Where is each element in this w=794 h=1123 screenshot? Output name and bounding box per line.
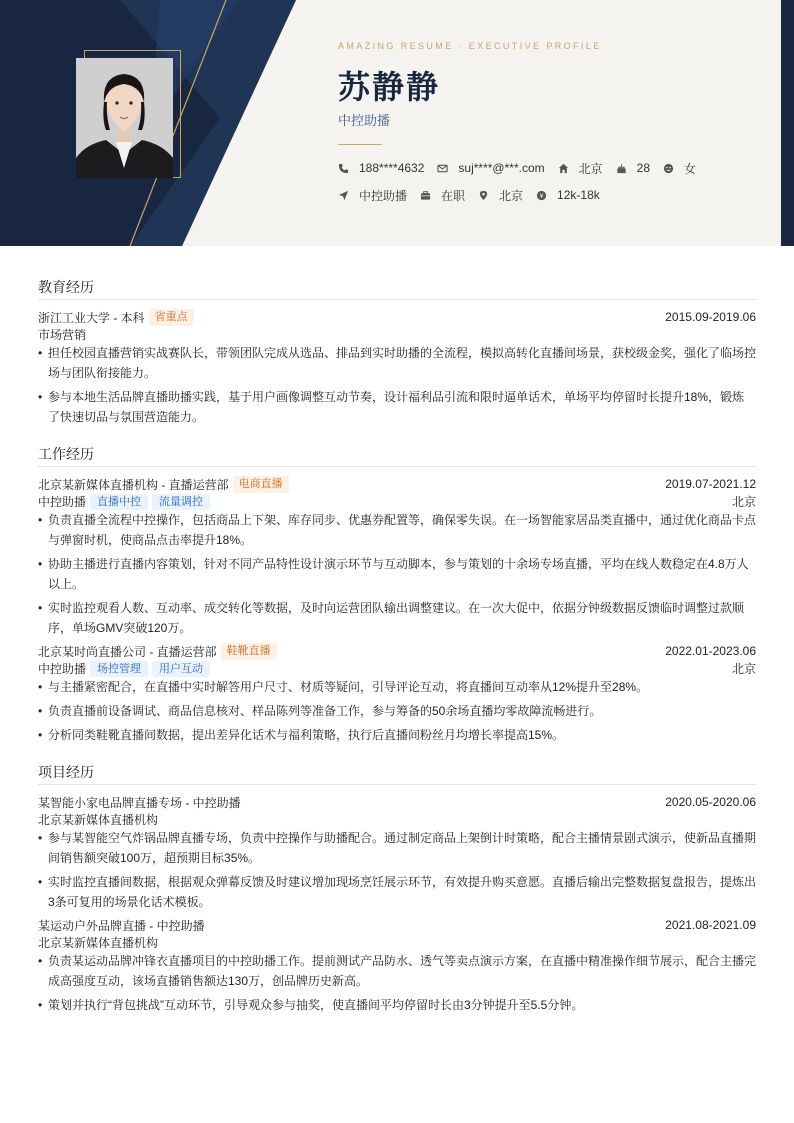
work-bullets — [38, 677, 756, 745]
project-date: 2021.08-2021.09 — [665, 918, 756, 932]
work-section — [38, 445, 756, 745]
contact-gender: 女 — [663, 160, 696, 177]
company-name: 北京某时尚直播公司 - 直播运营部 — [38, 644, 217, 659]
work-date: 2022.01-2023.06 — [665, 644, 756, 658]
salary-icon — [536, 190, 547, 201]
contact-home: 北京 — [558, 160, 603, 177]
list-item: • 分析同类鞋靴直播间数据，提出差异化话术与福利策略，执行后直播间粉丝月均增长率提高15%。 — [38, 725, 756, 745]
contact-email: suj****@***.com — [437, 161, 544, 175]
work-bullets — [38, 510, 756, 638]
company-name: 北京某新媒体直播机构 - 直播运营部 — [38, 477, 229, 492]
work-date: 2019.07-2021.12 — [665, 477, 756, 491]
section-title: 工作经历 — [38, 445, 756, 467]
position: 中控助播 — [38, 662, 87, 676]
project-name: 某运动户外品牌直播 - 中控助播 — [38, 918, 205, 933]
candidate-role: 中控助播 — [338, 113, 391, 128]
svg-text:¥: ¥ — [539, 191, 544, 200]
mail-icon — [437, 163, 448, 174]
list-item: • 负责直播前设备调试、商品信息核对、样品陈列等准备工作，参与筹备的50余场直播均零故障流畅进行。 — [38, 701, 756, 721]
list-item: • 担任校园直播营销实战赛队长，带领团队完成从选品、排品到实时助播的全流程，模拟高转化直播间场景，获校级金奖，强化了临场控场与团队衔接能力。 — [38, 343, 756, 383]
company-tag: 电商直播 — [233, 476, 289, 493]
list-item: • 参与某智能空气炸锅品牌直播专场，负责中控操作与助播配合。通过制定商品上架倒计时策略，配合主播情景剧式演示，使新品直播期间销售额突破100万，超预期目标35%。 — [38, 828, 756, 868]
project-sub — [38, 811, 756, 828]
header-tagline: AMAZING RESUME · EXECUTIVE PROFILE — [338, 41, 602, 51]
work-entry-head — [38, 475, 756, 493]
location-pin-icon — [478, 190, 489, 201]
project-sub — [38, 934, 756, 951]
project-entry-head — [38, 793, 756, 811]
candidate-name: 苏静静 — [338, 68, 441, 106]
school-name: 浙江工业大学 - 本科 — [38, 310, 145, 325]
project-bullets — [38, 828, 756, 912]
company-tag: 鞋靴直播 — [221, 643, 277, 660]
resume-body — [38, 246, 756, 1019]
skill-tag: 用户互动 — [152, 661, 210, 677]
list-item: • 实时监控观看人数、互动率、成交转化等数据，及时向运营团队输出调整建议。在一次大促中，依据分钟级数据反馈临时调整过款顺序，单场GMV突破120万。 — [38, 598, 756, 638]
project-date: 2020.05-2020.06 — [665, 795, 756, 809]
education-entry-head — [38, 308, 756, 326]
section-title: 教育经历 — [38, 278, 756, 300]
header-info — [338, 0, 768, 246]
project-bullets — [38, 951, 756, 1015]
contact-row-2 — [338, 187, 613, 203]
major: 市场营销 — [38, 328, 87, 342]
work-entry-head — [38, 642, 756, 660]
list-item: • 参与本地生活品牌直播助播实践，基于用户画像调整互动节奏，设计福利品引流和限时逼单话术，单场平均停留时长提升18%，锻炼了快速切品与氛围营造能力。 — [38, 387, 756, 427]
list-item: • 负责直播全流程中控操作，包括商品上下架、库存同步、优惠券配置等，确保零失误。在一场智能家居品类直播中，通过优化商品卡点与弹窗时机，使商品点击率提升18%。 — [38, 510, 756, 550]
contact-age: 28 — [616, 161, 650, 175]
project-org: 北京某新媒体直播机构 — [38, 936, 159, 950]
job-city: 北京 — [478, 187, 523, 204]
work-city: 北京 — [731, 495, 756, 509]
list-item: • 协助主播进行直播内容策划，针对不同产品特性设计演示环节与互动脚本，参与策划的十余场专场直播，平均在线人数稳定在4.8万人以上。 — [38, 554, 756, 594]
job-salary: ¥ 12k-18k — [536, 188, 600, 202]
phone-icon — [338, 163, 349, 174]
skill-tag: 场控管理 — [90, 661, 148, 677]
list-item: • 负责某运动品牌冲锋衣直播项目的中控助播工作。提前测试产品防水、透气等卖点演示方案，在直播中精准操作细节展示，配合主播完成高强度互动，该场直播销售额达130万，创品牌历史新高。 — [38, 951, 756, 991]
section-title: 项目经历 — [38, 763, 756, 785]
work-sub — [38, 493, 756, 510]
education-section — [38, 278, 756, 427]
position: 中控助播 — [38, 495, 87, 509]
cake-icon — [616, 163, 627, 174]
project-entry-head — [38, 916, 756, 934]
work-city: 北京 — [731, 662, 756, 676]
send-icon — [338, 190, 349, 201]
list-item: • 策划并执行“背包挑战”互动环节，引导观众参与抽奖，使直播间平均停留时长由3分钟提升至5.5分钟。 — [38, 995, 756, 1015]
resume-header — [0, 0, 794, 246]
project-org: 北京某新媒体直播机构 — [38, 813, 159, 827]
gold-divider — [338, 144, 382, 145]
job-status: 在职 — [420, 187, 465, 204]
list-item: • 实时监控直播间数据，根据观众弹幕反馈及时建议增加现场烹饪展示环节，有效提升购买意愿。直播后输出完整数据复盘报告，提炼出3条可复用的场景化话术模板。 — [38, 872, 756, 912]
briefcase-icon — [420, 190, 431, 201]
contact-row-1 — [338, 160, 709, 176]
education-bullets — [38, 343, 756, 427]
list-item: • 与主播紧密配合，在直播中实时解答用户尺寸、材质等疑问，引导评论互动，将直播间互动率从12%提升至28%。 — [38, 677, 756, 697]
work-sub — [38, 660, 756, 677]
education-sub — [38, 326, 756, 343]
gender-icon — [663, 163, 674, 174]
contact-phone: 188****4632 — [338, 161, 424, 175]
project-name: 某智能小家电品牌直播专场 - 中控助播 — [38, 795, 241, 810]
school-tag: 省重点 — [149, 309, 194, 326]
skill-tag: 流量调控 — [152, 494, 210, 510]
skill-tag: 直播中控 — [90, 494, 148, 510]
profile-photo — [76, 58, 173, 178]
job-intent: 中控助播 — [338, 187, 407, 204]
home-icon — [558, 163, 569, 174]
project-section — [38, 763, 756, 1015]
education-date: 2015.09-2019.06 — [665, 310, 756, 324]
